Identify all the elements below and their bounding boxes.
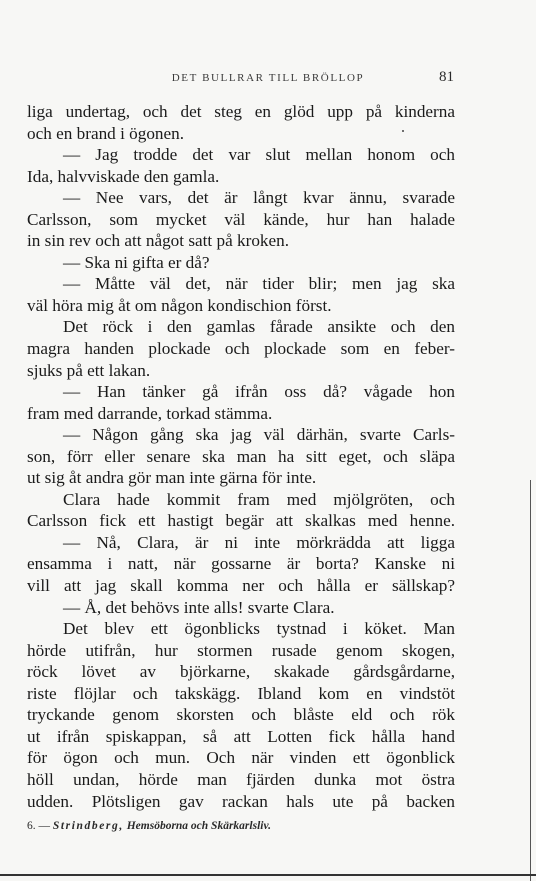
text-line: magra handen plockade och plockade som en feber- <box>27 339 455 359</box>
running-head <box>0 69 536 92</box>
text-line: väl höra mig åt om någon kondischion först. <box>27 295 332 315</box>
text-line: riste flöjlar och takskägg. Ibland kom en vindstöt <box>27 683 455 703</box>
scan-edge-line <box>530 480 531 881</box>
footer-author: Strindberg, <box>52 820 124 832</box>
text-line: fram med darrande, torkad stämma. <box>27 403 273 423</box>
text-line: — Å, det behövs inte alls! svarte Clara. <box>63 597 335 617</box>
text-line: — Någon gång ska jag väl därhän, svarte Carls- <box>63 425 455 445</box>
text-line: för ögon och mun. Och när vinden ett ögonblick <box>27 748 455 768</box>
text-line: Det blev ett ögonblicks tystnad i köket. Man <box>63 619 455 639</box>
text-line: — Nå, Clara, är ni inte mörkrädda att ligga <box>63 532 455 552</box>
text-line: hörde utifrån, hur stormen rusade genom skogen, <box>27 640 455 660</box>
text-line: och en brand i ögonen. <box>27 123 185 143</box>
text-line: Ida, halvviskade den gamla. <box>27 166 220 186</box>
text-line: Det röck i den gamlas fårade ansikte och den <box>63 317 455 337</box>
text-line: son, förr eller senare ska man ha sitt eget, och släpa <box>27 446 455 466</box>
text-line: — Ska ni gifta er då? <box>63 252 210 272</box>
text-line: — Nee vars, det är långt kvar ännu, svarade <box>63 188 455 208</box>
body-text <box>27 101 455 812</box>
text-line: — Måtte väl det, när tider blir; men jag ska <box>63 274 455 294</box>
text-line: vill att jag skall komma ner och hålla er sällskap? <box>27 576 455 596</box>
text-line: — Jag trodde det var slut mellan honom och <box>63 145 455 165</box>
text-line: in sin rev och att något satt på kroken. <box>27 231 290 251</box>
text-line: tryckande genom skorsten och blåste eld och rök <box>27 705 455 725</box>
signature-number: 6. — <box>27 820 50 832</box>
scan-edge-line <box>0 874 536 876</box>
text-line: ut ifrån spiskappan, så att Lotten fick hålla hand <box>27 726 455 746</box>
text-line: röck lövet av björkarne, skakade gårdsgårdarne, <box>27 662 455 682</box>
text-line: ensamma i natt, när gossarne är borta? Kanske ni <box>27 554 455 574</box>
text-line: ut sig åt andra gör man inte gärna för inte. <box>27 468 317 488</box>
running-title: DET BULLRAR TILL BRÖLLOP <box>171 72 365 84</box>
text-line: — Han tänker gå ifrån oss då? vågade hon <box>63 382 455 402</box>
text-line: Carlsson, som mycket väl kände, hur han halade <box>27 209 455 229</box>
text-line: liga undertag, och det steg en glöd upp på kinderna <box>27 102 455 121</box>
page-number: 81 <box>439 69 454 85</box>
text-line: höll undan, hörde man fjärden dunka mot östra <box>27 769 455 789</box>
text-line: sjuks på ett lakan. <box>27 360 151 380</box>
footer-work: Hemsöborna och Skärkarlsliv. <box>126 820 272 832</box>
ink-speck <box>402 130 404 132</box>
text-line: udden. Plötsligen gav rackan hals ute på backen <box>27 791 455 811</box>
text-line: Carlsson fick ett hastigt begär att skalkas med henne. <box>27 511 455 531</box>
text-line: Clara hade kommit fram med mjölgröten, och <box>63 489 455 509</box>
footer-signature <box>27 820 271 832</box>
